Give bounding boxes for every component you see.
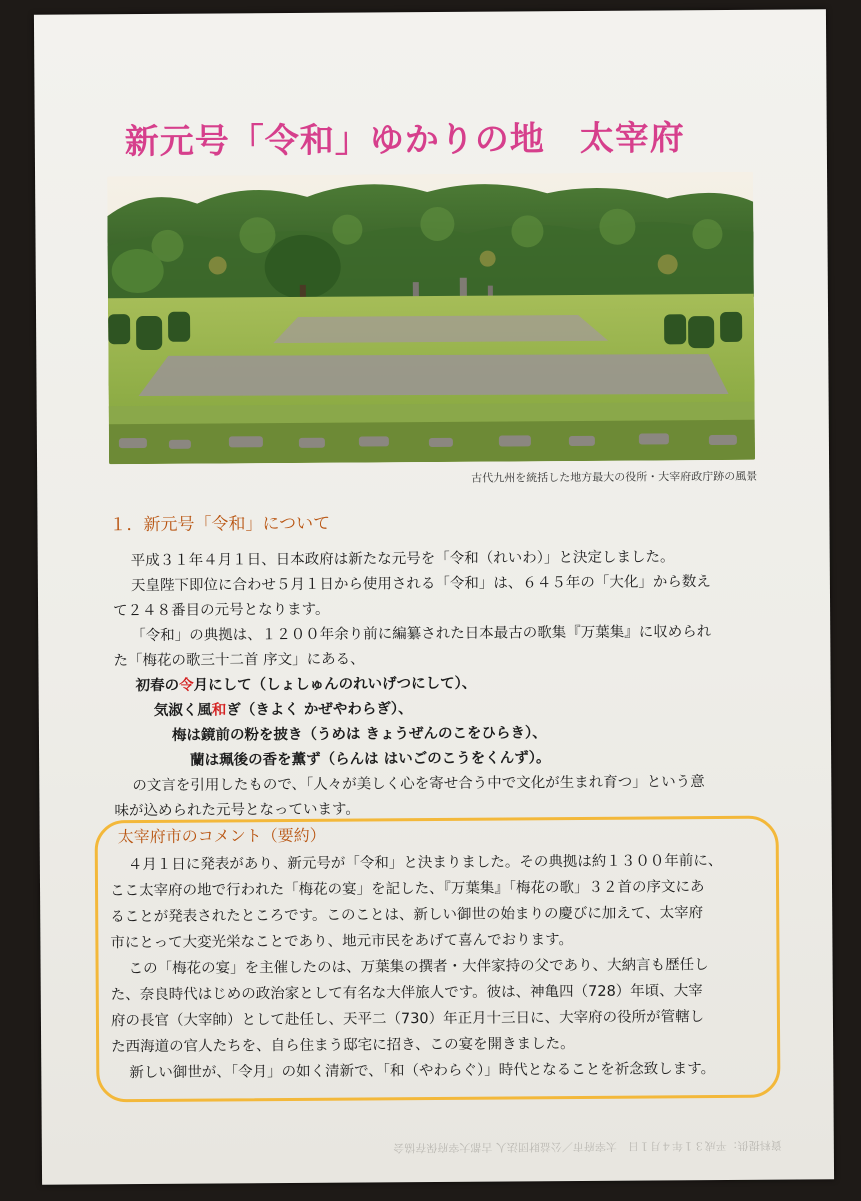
comment-line: た西海道の官人たちを、自ら住まう邸宅に招き、この宴を開きました。 — [111, 1036, 575, 1056]
poem-text: 初春の — [135, 677, 180, 695]
poem-line: 蘭は珮後の香を薫ず（らんは はいごのこうをくんず）。 — [190, 750, 551, 769]
comment-line: ここ太宰府の地で行われた「梅花の宴」を記した、『万葉集』「梅花の歌」３２首の序文にあ — [109, 879, 705, 900]
dazaifu-ruins-photo — [107, 172, 755, 465]
highlight-char-wa: 和 — [211, 702, 227, 719]
paragraph: 味が込められた元号となっています。 — [114, 801, 360, 820]
poem-line: 梅は鏡前の粉を披き（うめは きょうぜんのこをひらき）、 — [171, 725, 547, 744]
paragraph: の文言を引用したもので、「人々が美しく心を寄せ合う中で文化が生まれ育つ」という意 — [132, 774, 705, 795]
paragraph: 「令和」の典拠は、１２００年余り前に編纂された日本最古の歌集『万葉集』に収められ — [131, 624, 712, 645]
document-page — [34, 9, 834, 1185]
bleed-through-footer: 資料提供：平成３１年４月１日 太宰府市／公益財団法人 古都大宰府保存協会 — [393, 1138, 782, 1155]
section-body — [113, 545, 775, 825]
page-title: 新元号「令和」ゆかりの地 太宰府 — [124, 118, 685, 163]
section-heading: １．新元号「令和」について — [109, 513, 331, 536]
comment-line: この「梅花の宴」を主催したのは、万葉集の撰者・大伴家持の父であり、大納言も歴任し — [128, 957, 709, 978]
photo-caption: 古代九州を統括した地方最大の役所・大宰府政庁跡の風景 — [471, 469, 758, 485]
comment-line: ることが発表されたところです。このことは、新しい御世の始まりの慶びに加えて、太宰府 — [110, 905, 704, 926]
comment-line: 市にとって大変光栄なことであり、地元市民をあげて喜んでおります。 — [110, 932, 574, 952]
poem-text: ぎ（きよく かぜやわらぎ）、 — [226, 701, 413, 719]
comment-body — [110, 848, 772, 1087]
poem-text: 気淑く風 — [153, 702, 212, 719]
comment-line: ４月１日に発表があり、新元号が「令和」と決まりました。その典拠は約１３００年前に、 — [127, 852, 723, 874]
comment-line: た、奈良時代はじめの政治家として有名な大伴旅人です。彼は、神亀四（728）年頃、大宰 — [110, 983, 703, 1004]
poem-text: 月にして（しょしゅんのれいげつにして）、 — [193, 675, 477, 694]
comment-line: 府の長官（大宰帥）として赴任し、天平二（730）年正月十三日に、大宰府の役所が管轄し — [110, 1009, 705, 1030]
paragraph: た「梅花の歌三十二首 序文」にある、 — [113, 651, 365, 670]
paragraph: 天皇陛下即位に合わせ５月１日から使用される「令和」は、６４５年の「大化」から数え — [130, 574, 711, 595]
highlight-char-rei: 令 — [179, 677, 194, 694]
paragraph: 平成３１年４月１日、日本政府は新たな元号を「令和（れいわ）」と決定しました。 — [130, 549, 675, 570]
comment-line: 新しい御世が、「令月」の如く清新で、「和（やわらぐ）」時代となることを祈念致します。 — [129, 1061, 716, 1082]
paragraph: て２４８番目の元号となります。 — [113, 601, 330, 620]
comment-title: 太宰府市のコメント（要約） — [117, 825, 326, 847]
